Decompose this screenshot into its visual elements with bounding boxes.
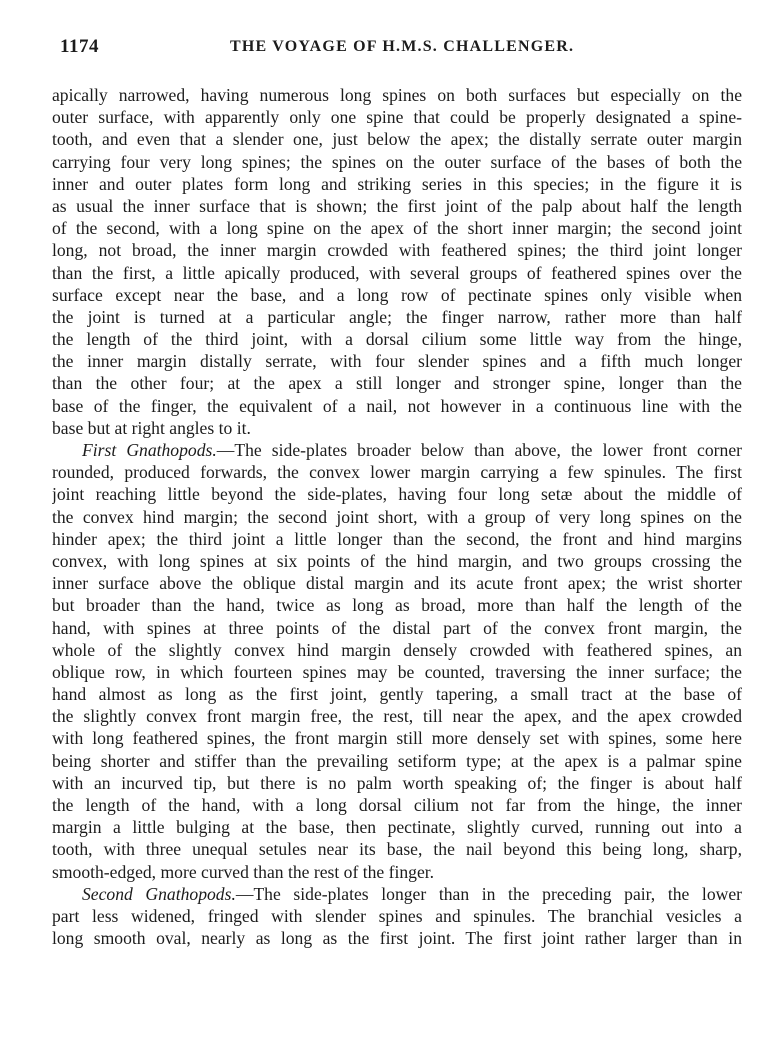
text-line: the joint is turned at a particular angle; the finger narrow, rather more than half — [52, 306, 742, 327]
text-line: joint reaching little beyond the side-plates, having four long setæ about the middle of — [52, 484, 742, 505]
text-line: convex, with long spines at six points of the hind margin, and two groups crossing the — [52, 550, 742, 571]
page-header — [60, 36, 740, 60]
text-line — [52, 883, 742, 905]
text-line: hinder apex; the third joint a little longer than the second, the front and hind margins — [52, 528, 742, 549]
text-run: —The side-plates broader below than above, the lower front corner — [216, 440, 742, 460]
running-title: THE VOYAGE OF H.M.S. CHALLENGER. — [230, 38, 575, 55]
text-line: tooth, and even that a slender one, just below the apex; the distally serrate outer margin — [52, 129, 742, 150]
text-line: rounded, produced forwards, the convex lower margin carrying a few spinules. The first — [52, 462, 742, 483]
text-line: the length of the hand, with a long dorsal cilium not far from the hinge, the inner — [52, 795, 742, 815]
body-text — [52, 84, 742, 949]
paragraph-second-gnathopods — [52, 883, 742, 950]
page-number: 1174 — [60, 36, 99, 57]
text-line: inner and outer plates form long and striking series in this species; in the figure it is — [52, 173, 742, 194]
text-line: hand almost as long as the first joint, gently tapering, a small tract at the base of — [52, 684, 742, 705]
text-run: —The side-plates longer than in the preceding pair, the lower — [235, 883, 742, 904]
paragraph-continuation — [52, 84, 742, 439]
text-line: hand, with spines at three points of the distal part of the convex front margin, the — [52, 617, 742, 638]
text-line: of the second, with a long spine on the apex of the short inner margin; the second joint — [52, 218, 742, 239]
text-line: being shorter and stiffer than the prevailing setiform type; at the apex is a palmar spine — [52, 750, 742, 771]
text-line: inner surface above the oblique distal margin and its acute front apex; the wrist shorter — [52, 573, 742, 594]
text-line: with long feathered spines, the front margin still more densely set with spines, some here — [52, 728, 742, 749]
text-line: but broader than the hand, twice as long as broad, more than half the length of the — [52, 595, 742, 616]
text-line: than the other four; at the apex a still longer and stronger spine, longer than the — [52, 373, 742, 394]
text-line: than the first, a little apically produced, with several groups of feathered spines over the — [52, 262, 742, 283]
text-line: the convex hind margin; the second joint short, with a group of very long spines on the — [52, 506, 742, 527]
text-line — [52, 439, 742, 461]
text-line: with an incurved tip, but there is no palm worth speaking of; the finger is about half — [52, 772, 742, 793]
text-line: apically narrowed, having numerous long spines on both surfaces but especially on the — [52, 85, 742, 105]
text-line: smooth-edged, more curved than the rest of the finger. — [52, 861, 435, 882]
text-line: outer surface, with apparently only one spine that could be properly designated a spine- — [52, 107, 742, 128]
text-line: long smooth oval, nearly as long as the first joint. The first joint rather larger than in — [52, 928, 742, 949]
text-line: base but at right angles to it. — [52, 417, 251, 438]
section-heading-second-gnathopods: Second Gnathopods. — [82, 883, 236, 904]
text-line: as usual the inner surface that is shown; the first joint of the palp about half the length — [52, 195, 742, 216]
text-line: oblique row, in which fourteen spines may be counted, traversing the inner surface; the — [52, 661, 742, 682]
text-line: base of the finger, the equivalent of a nail, not however in a continuous line with the — [52, 395, 742, 416]
text-line: surface except near the base, and a long row of pectinate spines only visible when — [52, 284, 742, 305]
text-line: the inner margin distally serrate, with four slender spines and a fifth much longer — [52, 351, 742, 372]
section-heading-first-gnathopods: First Gnathopods. — [82, 440, 217, 460]
text-line: tooth, with three unequal setules near its base, the nail beyond this being long, sharp, — [52, 839, 742, 860]
text-line: carrying four very long spines; the spines on the outer surface of the bases of both the — [52, 151, 742, 172]
text-line: long, not broad, the inner margin crowded with feathered spines; the third joint longer — [52, 240, 742, 261]
text-line: part less widened, fringed with slender spines and spinules. The branchial vesicles a — [52, 905, 742, 926]
text-line: whole of the slightly convex hind margin densely crowded with feathered spines, an — [52, 639, 742, 660]
paragraph-first-gnathopods — [52, 439, 742, 883]
text-line: the length of the third joint, with a dorsal cilium some little way from the hinge, — [52, 329, 742, 350]
text-line: margin a little bulging at the base, then pectinate, slightly curved, running out into a — [52, 817, 742, 838]
text-line: the slightly convex front margin free, the rest, till near the apex, and the apex crowded — [52, 706, 742, 727]
